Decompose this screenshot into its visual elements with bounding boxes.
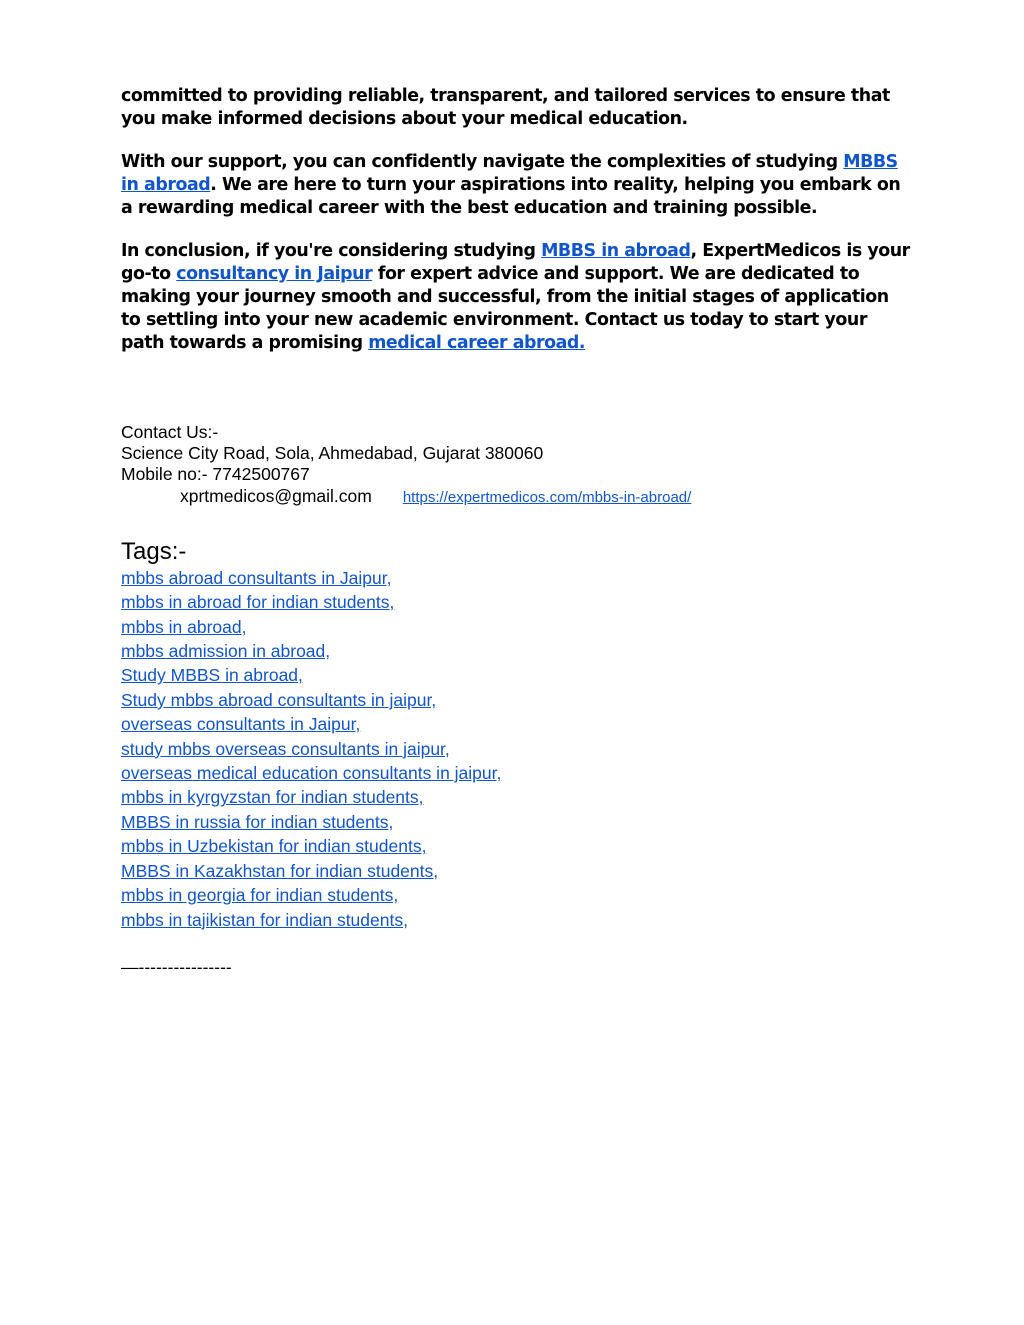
- tag-item: [121, 663, 911, 687]
- contact-heading: Contact Us:-: [121, 422, 219, 442]
- tag-item: [121, 590, 911, 614]
- tag-item: [121, 761, 911, 785]
- website-link[interactable]: https://expertmedicos.com/mbbs-in-abroad/: [402, 488, 692, 506]
- paragraph-conclusion-text-mid: , ExpertMedicos is your go-to: [121, 241, 910, 284]
- tag-link[interactable]: overseas consultants in Jaipur,: [121, 714, 361, 735]
- tags-heading: Tags:-: [121, 537, 187, 565]
- tag-link[interactable]: mbbs in abroad,: [121, 616, 247, 637]
- paragraph-support-text-start: With our support, you can confidently navigate the complexities of studying: [121, 152, 844, 172]
- paragraph-conclusion-text-start: In conclusion, if you're considering studying: [121, 241, 542, 261]
- tag-item: [121, 908, 911, 932]
- mbbs-in-abroad-link-2[interactable]: MBBS in abroad: [541, 241, 691, 261]
- tag-item: [121, 615, 911, 639]
- medical-career-abroad-link[interactable]: medical career abroad.: [368, 333, 586, 353]
- tag-link[interactable]: mbbs in Uzbekistan for indian students,: [121, 836, 427, 857]
- tag-item: [121, 566, 911, 590]
- contact-email: xprtmedicos@gmail.com: [180, 485, 372, 506]
- divider-line: —----------------: [121, 956, 232, 977]
- tag-link[interactable]: Study MBBS in abroad,: [121, 665, 303, 686]
- tag-link[interactable]: mbbs in abroad for indian students,: [121, 592, 395, 613]
- tag-link[interactable]: MBBS in Kazakhstan for indian students,: [121, 860, 439, 881]
- mbbs-in-abroad-link[interactable]: MBBS in abroad: [121, 152, 898, 195]
- paragraph-commitment-text: committed to providing reliable, transparent, and tailored services to ensure that you make informed decisions about your medical education.: [121, 86, 890, 129]
- tag-link[interactable]: Study mbbs abroad consultants in jaipur,: [121, 689, 437, 710]
- tag-item: [121, 712, 911, 736]
- tag-link[interactable]: mbbs admission in abroad,: [121, 641, 331, 662]
- paragraph-support-text-end: . We are here to turn your aspirations into reality, helping you embark on a rewarding medical career with the best education and training possible.: [121, 175, 901, 218]
- tag-item: [121, 639, 911, 663]
- paragraph-conclusion: [121, 240, 911, 355]
- contact-email-row: [121, 486, 911, 508]
- paragraph-support: [121, 151, 911, 220]
- tag-item: [121, 834, 911, 858]
- consultancy-in-jaipur-link[interactable]: consultancy in Jaipur: [176, 264, 373, 284]
- tag-item: [121, 883, 911, 907]
- contact-block: [121, 422, 911, 508]
- tag-link[interactable]: MBBS in russia for indian students,: [121, 811, 394, 832]
- tag-link[interactable]: overseas medical education consultants in jaipur,: [121, 763, 502, 784]
- tag-item: [121, 785, 911, 809]
- document-page: [121, 85, 911, 979]
- paragraph-commitment: [121, 85, 911, 131]
- tag-item: [121, 810, 911, 834]
- tag-item: [121, 737, 911, 761]
- tag-link[interactable]: mbbs in georgia for indian students,: [121, 885, 399, 906]
- tag-item: [121, 688, 911, 712]
- tag-link[interactable]: mbbs abroad consultants in Jaipur,: [121, 567, 392, 588]
- tag-link[interactable]: mbbs in tajikistan for indian students,: [121, 909, 408, 930]
- tag-link[interactable]: study mbbs overseas consultants in jaipur,: [121, 738, 450, 759]
- tag-link[interactable]: mbbs in kyrgyzstan for indian students,: [121, 787, 424, 808]
- tags-list: [121, 566, 911, 932]
- contact-address: Science City Road, Sola, Ahmedabad, Gujarat 380060: [121, 443, 544, 464]
- paragraph-conclusion-text-body: for expert advice and support. We are dedicated to making your journey smooth and successful, from the initial stages of application to settling into your new academic environment. Contact us today to start your path towards a promising: [121, 264, 889, 353]
- tag-item: [121, 859, 911, 883]
- contact-mobile: Mobile no:- 7742500767: [121, 464, 310, 485]
